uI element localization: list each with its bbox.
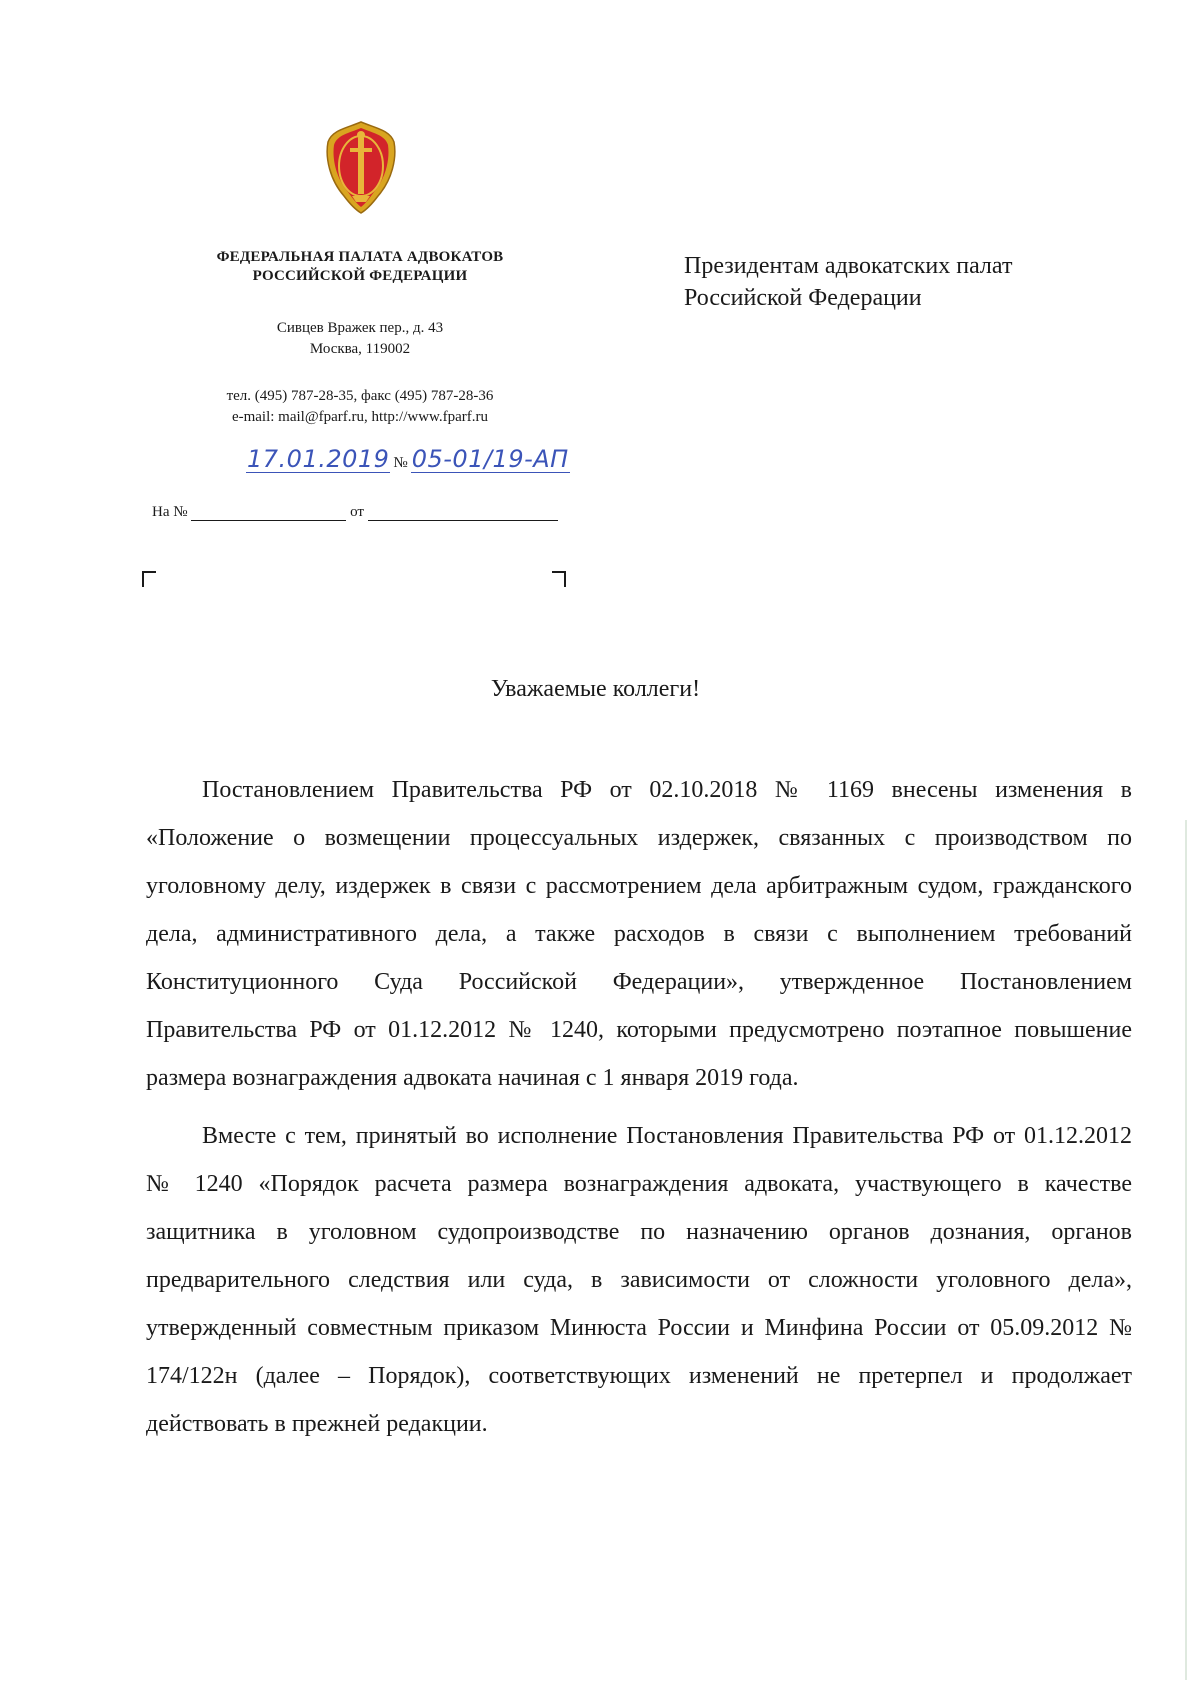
org-contacts: [150, 386, 570, 428]
shield-emblem-icon: [322, 118, 400, 216]
addressee-line1: Президентам адвокатских палат: [684, 253, 1013, 279]
number-sign: №: [393, 455, 408, 471]
org-name-line1: ФЕДЕРАЛЬНАЯ ПАЛАТА АДВОКАТОВ: [216, 249, 504, 265]
org-name: [150, 248, 570, 286]
body-paragraph-2: Вместе с тем, принятый во исполнение Постановления Правительства РФ от 01.12.2012 № 1240 «Порядок расчета размера вознаграждения адвоката, участвующего в качестве защитника в уголовном судопроизводстве по назначению органов дознания, органов предварительного следствия или суда, в зависимости от сложности уголовного дела», утвержденный совместным приказом Минюста России и Минфина России от 05.09.2012 № 174/122н (далее – Порядок), соответствующих изменений не претерпел и продолжает действовать в прежней редакции.: [146, 1123, 1132, 1437]
address-corner-right: [552, 571, 566, 587]
reference-from-label: от: [350, 504, 364, 520]
addressee-line2: Российской Федерации: [684, 285, 922, 311]
scan-edge-artifact: [1185, 820, 1187, 1680]
org-name-line2: РОССИЙСКОЙ ФЕДЕРАЦИИ: [252, 268, 468, 284]
contacts-line1: тел. (495) 787-28-35, факс (495) 787-28-36: [226, 388, 494, 404]
registration-line: [246, 446, 576, 480]
letter-body: [146, 766, 1132, 1458]
reference-number-blank: [191, 506, 346, 521]
org-address: [150, 318, 570, 360]
body-paragraph-1: Постановлением Правительства РФ от 02.10.2018 № 1169 внесены изменения в «Положение о возмещении процессуальных издержек, связанных с производством по уголовному делу, издержек в связи с рассмотрением дела арбитражным судом, гражданского дела, административного дела, а также расходов в связи с выполнением требований Конституционного Суда Российской Федерации», утвержденное Постановлением Правительства РФ от 01.12.2012 № 1240, которыми предусмотрено поэтапное повышение размера вознаграждения адвоката начиная с 1 января 2019 года.: [146, 777, 1132, 1091]
address-line2: Москва, 119002: [309, 341, 411, 357]
registration-date: 17.01.2019: [247, 445, 390, 473]
address-line1: Сивцев Вражек пер., д. 43: [276, 320, 444, 336]
addressee: [684, 250, 1104, 314]
reference-prefix: На №: [152, 504, 188, 520]
contacts-line2: e-mail: mail@fparf.ru, http://www.fparf.ru: [231, 409, 489, 425]
reference-line: [152, 504, 582, 526]
address-corner-left: [142, 571, 156, 587]
salutation: Уважаемые коллеги!: [490, 676, 701, 702]
registration-number: 05-01/19-АП: [411, 445, 569, 473]
reference-date-blank: [368, 506, 558, 521]
